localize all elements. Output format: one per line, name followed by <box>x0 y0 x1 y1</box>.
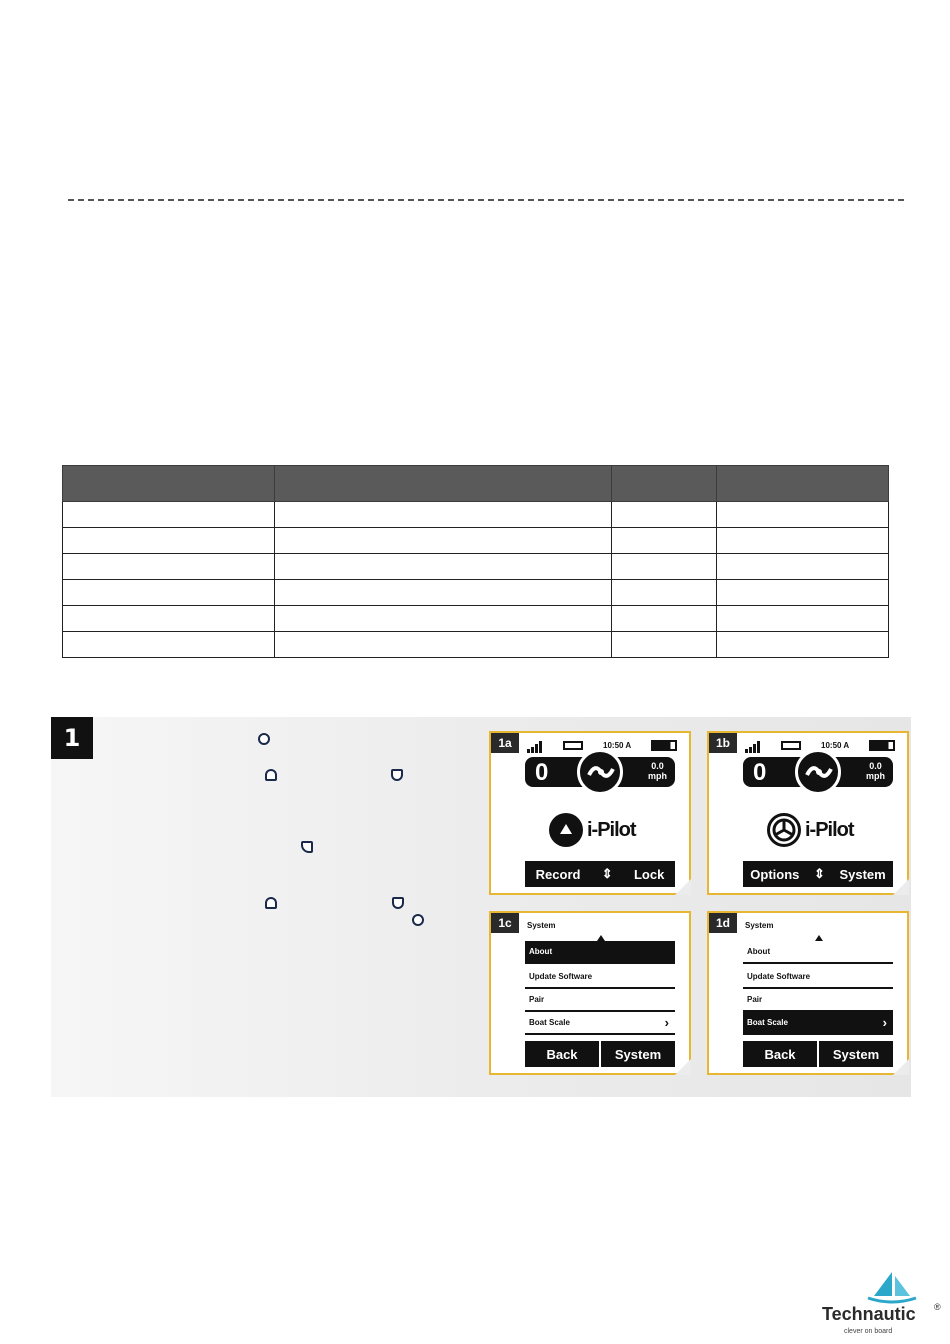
menu-item-pair[interactable]: Pair <box>525 989 675 1012</box>
table-row <box>63 554 889 580</box>
signal-strength-icon <box>745 741 760 753</box>
table-header-cell <box>275 466 612 502</box>
softkey-bar <box>743 1041 893 1067</box>
screen-1c <box>489 911 691 1075</box>
softkey-system[interactable]: System <box>819 1041 893 1067</box>
select-button-icon <box>301 841 313 853</box>
remote-battery-icon <box>651 740 677 751</box>
speed-readout: 0 <box>753 759 767 786</box>
step-panel <box>51 717 911 1097</box>
autopilot-arrow-icon <box>549 813 583 847</box>
speed-bar <box>525 757 675 787</box>
menu-item-about[interactable]: About <box>525 941 675 964</box>
table-row <box>63 580 889 606</box>
power-button-icon <box>412 914 424 926</box>
chevron-right-icon: › <box>882 1015 887 1030</box>
table-header-cell <box>612 466 717 502</box>
remote-battery-icon <box>869 740 895 751</box>
propeller-dial-icon <box>577 749 623 795</box>
motor-battery-icon <box>781 741 801 750</box>
step-number-badge: 1 <box>51 717 93 759</box>
updown-icon: ⇕ <box>813 866 825 881</box>
brand-name: Technautic <box>822 1304 916 1324</box>
updown-icon: ⇕ <box>601 866 613 881</box>
speed-unit: 0.0 mph <box>866 761 885 781</box>
screen-tag: 1a <box>491 733 519 753</box>
softkey-bar <box>525 1041 675 1067</box>
menu-item-pair[interactable]: Pair <box>743 989 893 1012</box>
clock-readout: 10:50 A <box>821 741 850 750</box>
down-arrow-button-icon <box>392 897 404 909</box>
ipilot-logo <box>767 813 877 849</box>
motor-battery-icon <box>563 741 583 750</box>
up-arrow-button-icon <box>265 769 277 781</box>
registered-mark: ® <box>934 1302 941 1312</box>
softkey-bar <box>743 861 893 887</box>
table-row <box>63 502 889 528</box>
screen-1b <box>707 731 909 895</box>
table-row <box>63 606 889 632</box>
softkey-record[interactable]: Record <box>535 866 581 882</box>
screen-tag: 1b <box>709 733 737 753</box>
steering-wheel-icon <box>767 813 801 847</box>
menu-title: System <box>527 921 556 930</box>
signal-strength-icon <box>527 741 542 753</box>
speed-bar <box>743 757 893 787</box>
softkey-system[interactable]: System <box>601 1041 675 1067</box>
table-header-row <box>63 466 889 502</box>
screen-1d <box>707 911 909 1075</box>
spec-table <box>62 465 889 658</box>
menu-item-boat-scale[interactable]: Boat Scale › <box>743 1012 893 1035</box>
clock-readout: 10:50 A <box>603 741 632 750</box>
logo-text: i-Pilot <box>805 819 854 841</box>
chevron-right-icon: › <box>664 1015 669 1030</box>
brand-tagline: clever on board <box>844 1328 893 1335</box>
softkey-bar <box>525 861 675 887</box>
sailboat-icon <box>862 1270 922 1304</box>
propeller-dial-icon <box>795 749 841 795</box>
technautic-logo <box>822 1270 942 1340</box>
table-row <box>63 632 889 658</box>
softkey-system[interactable]: System <box>839 866 886 882</box>
softkey-lock[interactable]: Lock <box>633 866 665 882</box>
ipilot-logo <box>549 813 659 849</box>
table-row <box>63 528 889 554</box>
speed-unit: 0.0 mph <box>648 761 667 781</box>
down-arrow-button-icon <box>391 769 403 781</box>
dashed-separator <box>68 199 904 201</box>
speed-readout: 0 <box>535 759 549 786</box>
table-header-cell <box>63 466 275 502</box>
power-button-icon <box>258 733 270 745</box>
logo-text: i-Pilot <box>587 819 636 841</box>
menu-title: System <box>745 921 774 930</box>
softkey-back[interactable]: Back <box>743 1041 817 1067</box>
table-header-cell <box>717 466 889 502</box>
up-arrow-button-icon <box>265 897 277 909</box>
softkey-options[interactable]: Options <box>750 866 800 882</box>
softkey-back[interactable]: Back <box>525 1041 599 1067</box>
menu-item-about[interactable]: About <box>743 941 893 964</box>
screen-1a <box>489 731 691 895</box>
screen-tag: 1d <box>709 913 737 933</box>
menu-item-update-software[interactable]: Update Software <box>743 966 893 989</box>
menu-item-boat-scale[interactable]: Boat Scale › <box>525 1012 675 1035</box>
screen-tag: 1c <box>491 913 519 933</box>
menu-item-update-software[interactable]: Update Software <box>525 966 675 989</box>
